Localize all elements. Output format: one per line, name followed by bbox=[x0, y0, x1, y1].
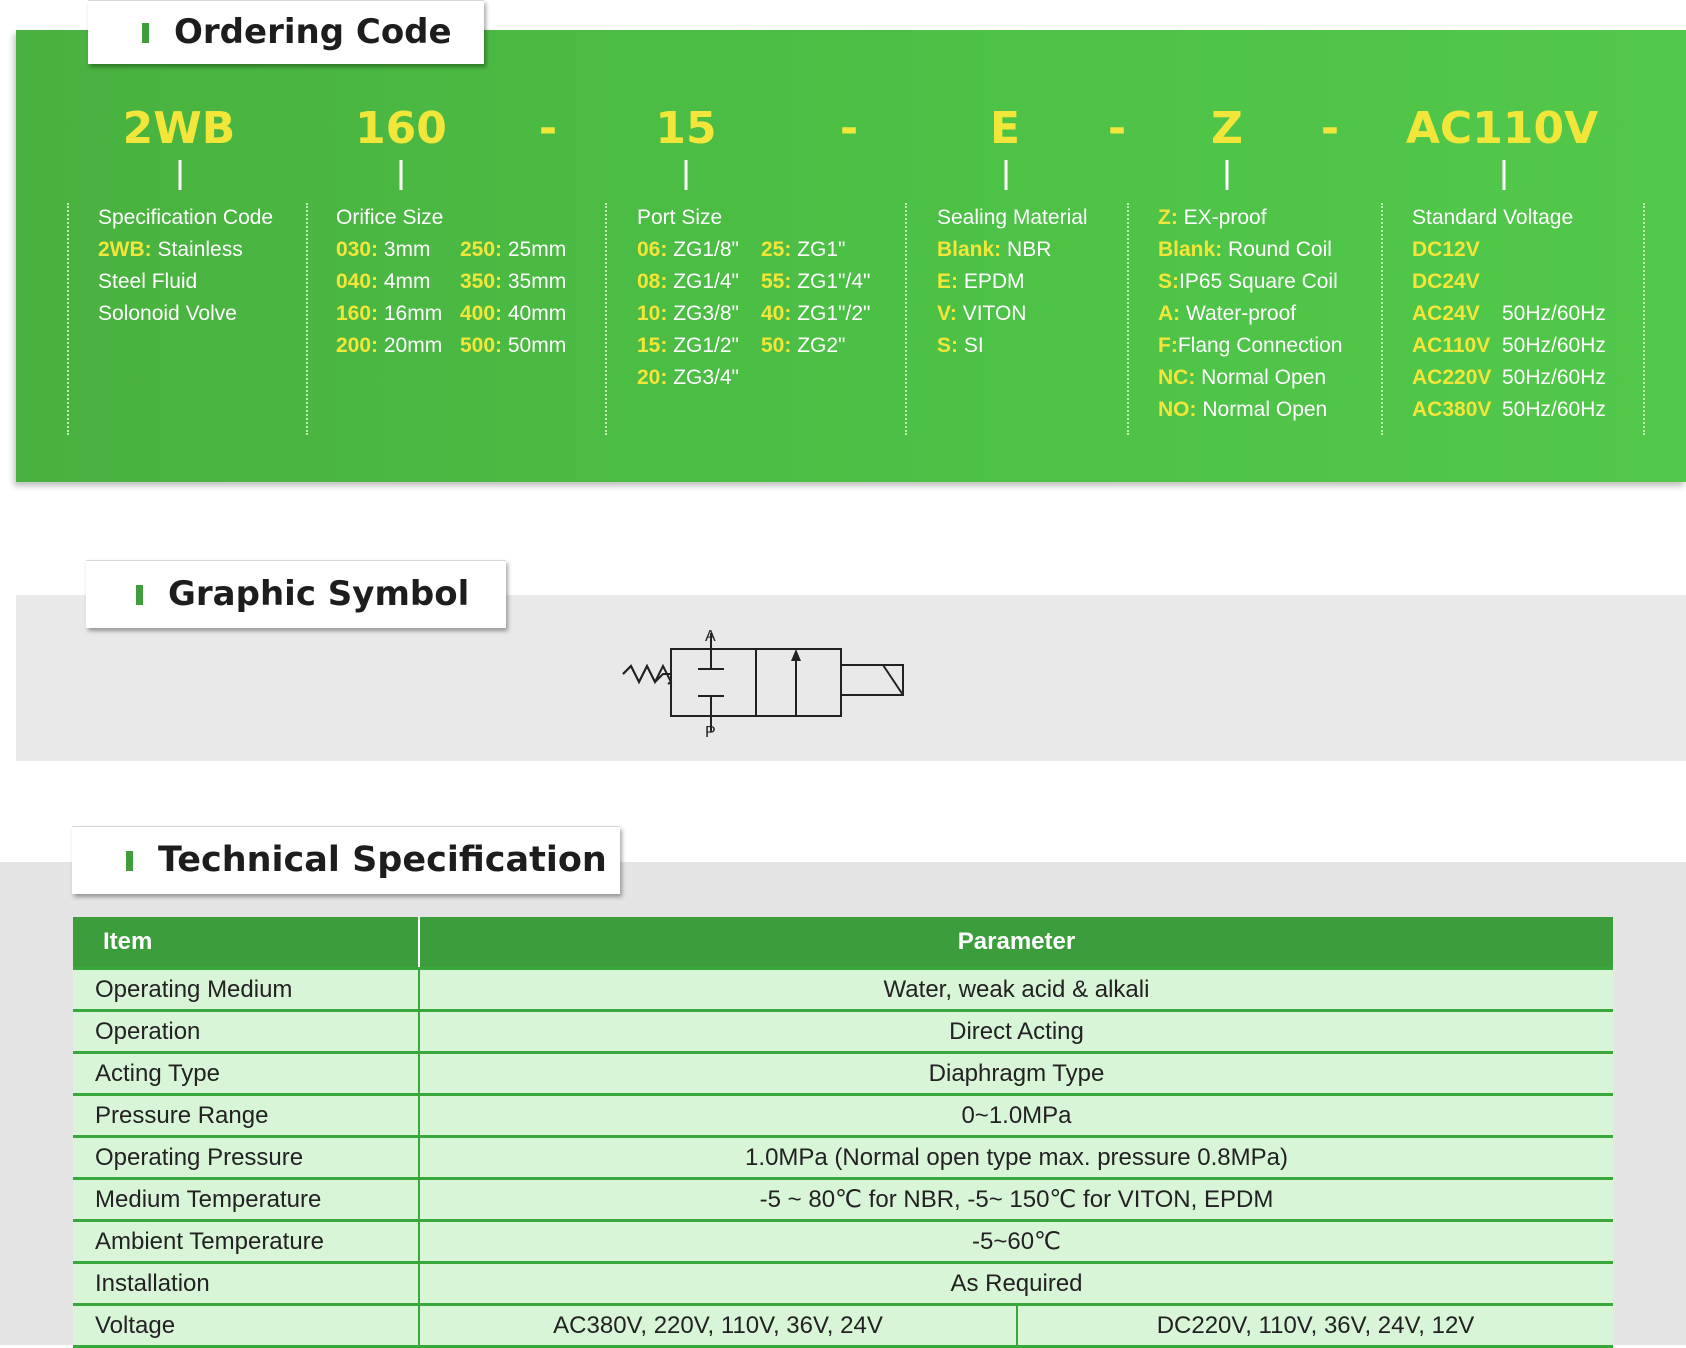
row-item: Operating Medium bbox=[73, 969, 419, 1011]
table-row bbox=[73, 1011, 1613, 1053]
table-row bbox=[73, 1053, 1613, 1095]
row-item: Voltage bbox=[73, 1305, 419, 1347]
row-item: Installation bbox=[73, 1263, 419, 1305]
port-row: 10: ZG3/8" 40: ZG1"/2" bbox=[637, 302, 871, 325]
code-sealing: E bbox=[989, 103, 1021, 154]
technical-spec-title: Technical Specification bbox=[158, 840, 607, 880]
column-divider bbox=[605, 203, 607, 435]
code-tick bbox=[179, 160, 182, 190]
column-divider bbox=[1643, 203, 1645, 435]
orifice-row: 160: 16mm 400: 40mm bbox=[336, 302, 567, 325]
row-value-ac: AC380V, 220V, 110V, 36V, 24V bbox=[419, 1305, 1017, 1347]
port-a-label: A bbox=[705, 628, 716, 645]
row-item: Medium Temperature bbox=[73, 1179, 419, 1221]
row-value: Diaphragm Type bbox=[419, 1053, 1613, 1095]
row-item: Operation bbox=[73, 1011, 419, 1053]
orifice-row: 200: 20mm 500: 50mm bbox=[336, 334, 567, 357]
coil-option-row: NC: Normal Open bbox=[1158, 366, 1327, 389]
row-item: Operating Pressure bbox=[73, 1137, 419, 1179]
row-value-dc: DC220V, 110V, 36V, 24V, 12V bbox=[1017, 1305, 1613, 1347]
port-row: 06: ZG1/8" 25: ZG1" bbox=[637, 238, 846, 261]
code-tick bbox=[685, 160, 688, 190]
table-row bbox=[73, 1137, 1613, 1179]
coil-option-row: Z: EX-proof bbox=[1158, 206, 1267, 229]
sealing-row: E: EPDM bbox=[937, 270, 1025, 293]
port-column bbox=[637, 202, 870, 394]
table-row bbox=[73, 1221, 1613, 1263]
code-voltage: AC110V bbox=[1405, 103, 1599, 154]
coil-option-row: F:Flang Connection bbox=[1158, 334, 1343, 357]
code-port: 15 bbox=[655, 103, 717, 154]
orifice-row: 030: 3mm 250: 25mm bbox=[336, 238, 567, 261]
column-divider bbox=[1381, 203, 1383, 435]
port-title: Port Size bbox=[637, 206, 723, 229]
voltage-row: AC380V 50Hz/60Hz bbox=[1412, 398, 1606, 421]
row-value: Water, weak acid & alkali bbox=[419, 969, 1613, 1011]
voltage-row: AC220V 50Hz/60Hz bbox=[1412, 366, 1606, 389]
code-tick bbox=[400, 160, 403, 190]
row-item: Pressure Range bbox=[73, 1095, 419, 1137]
voltage-title: Standard Voltage bbox=[1412, 206, 1574, 229]
row-value: -5 ~ 80℃ for NBR, -5~ 150℃ for VITON, EPDM bbox=[419, 1179, 1613, 1221]
title-marker bbox=[136, 585, 143, 605]
spec-code-column bbox=[98, 202, 273, 330]
port-p-label: P bbox=[705, 724, 716, 741]
column-divider bbox=[1127, 203, 1129, 435]
code-tick bbox=[1226, 160, 1229, 190]
spec-code-key: 2WB: bbox=[98, 238, 152, 261]
row-value: 0~1.0MPa bbox=[419, 1095, 1613, 1137]
code-dash: - bbox=[839, 103, 859, 154]
spec-code-desc: Steel Fluid bbox=[98, 270, 198, 293]
row-value: -5~60℃ bbox=[419, 1221, 1613, 1263]
table-row bbox=[73, 969, 1613, 1011]
port-row: 20: ZG3/4" bbox=[637, 366, 740, 389]
table-row bbox=[73, 1179, 1613, 1221]
code-orifice: 160 bbox=[355, 103, 447, 154]
orifice-title: Orifice Size bbox=[336, 206, 444, 229]
code-dash: - bbox=[1107, 103, 1127, 154]
spec-code-title: Specification Code bbox=[98, 206, 274, 229]
graphic-symbol-tab bbox=[86, 560, 506, 628]
coil-option-row: NO: Normal Open bbox=[1158, 398, 1328, 421]
valve-symbol-diagram bbox=[618, 622, 908, 742]
technical-spec-tab bbox=[72, 826, 620, 894]
sealing-title: Sealing Material bbox=[937, 206, 1088, 229]
coil-option-row: A: Water-proof bbox=[1158, 302, 1297, 325]
port-row: 08: ZG1/4" 55: ZG1"/4" bbox=[637, 270, 871, 293]
port-row: 15: ZG1/2" 50: ZG2" bbox=[637, 334, 846, 357]
code-dash: - bbox=[1320, 103, 1340, 154]
table-row bbox=[73, 1263, 1613, 1305]
graphic-symbol-title: Graphic Symbol bbox=[168, 574, 470, 614]
ordering-code-title: Ordering Code bbox=[174, 12, 452, 52]
spec-code-desc: Solonoid Volve bbox=[98, 302, 237, 325]
column-divider bbox=[905, 203, 907, 435]
row-value: As Required bbox=[419, 1263, 1613, 1305]
row-value: 1.0MPa (Normal open type max. pressure 0.8MPa) bbox=[419, 1137, 1613, 1179]
orifice-column bbox=[336, 202, 566, 362]
column-divider bbox=[67, 203, 69, 435]
column-header-item: Item bbox=[73, 917, 419, 969]
coil-option-row: Blank: Round Coil bbox=[1158, 238, 1332, 261]
code-series: 2WB bbox=[122, 103, 236, 154]
table-row-voltage bbox=[73, 1305, 1613, 1347]
orifice-row: 040: 4mm 350: 35mm bbox=[336, 270, 567, 293]
code-option: Z bbox=[1211, 103, 1243, 154]
voltage-row: AC24V 50Hz/60Hz bbox=[1412, 302, 1606, 325]
title-marker bbox=[142, 23, 149, 43]
row-item: Ambient Temperature bbox=[73, 1221, 419, 1263]
voltage-column bbox=[1412, 202, 1606, 426]
voltage-row: DC12V bbox=[1412, 238, 1480, 261]
table-row bbox=[73, 1095, 1613, 1137]
title-marker bbox=[126, 851, 133, 871]
voltage-row: DC24V bbox=[1412, 270, 1480, 293]
spec-code-desc: Stainless bbox=[157, 238, 243, 261]
code-dash: - bbox=[538, 103, 558, 154]
column-divider bbox=[306, 203, 308, 435]
code-tick bbox=[1005, 160, 1008, 190]
spec-table-header bbox=[73, 917, 1613, 969]
sealing-row: Blank: NBR bbox=[937, 238, 1052, 261]
voltage-row: AC110V 50Hz/60Hz bbox=[1412, 334, 1606, 357]
coil-option-row: S:IP65 Square Coil bbox=[1158, 270, 1338, 293]
spec-table bbox=[73, 917, 1613, 1348]
sealing-row: V: VITON bbox=[937, 302, 1027, 325]
sealing-column bbox=[937, 202, 1088, 362]
coil-option-column bbox=[1158, 202, 1342, 426]
row-value: Direct Acting bbox=[419, 1011, 1613, 1053]
column-header-parameter: Parameter bbox=[419, 917, 1613, 969]
code-tick bbox=[1503, 160, 1506, 190]
ordering-code-tab bbox=[88, 0, 484, 64]
sealing-row: S: SI bbox=[937, 334, 984, 357]
row-item: Acting Type bbox=[73, 1053, 419, 1095]
